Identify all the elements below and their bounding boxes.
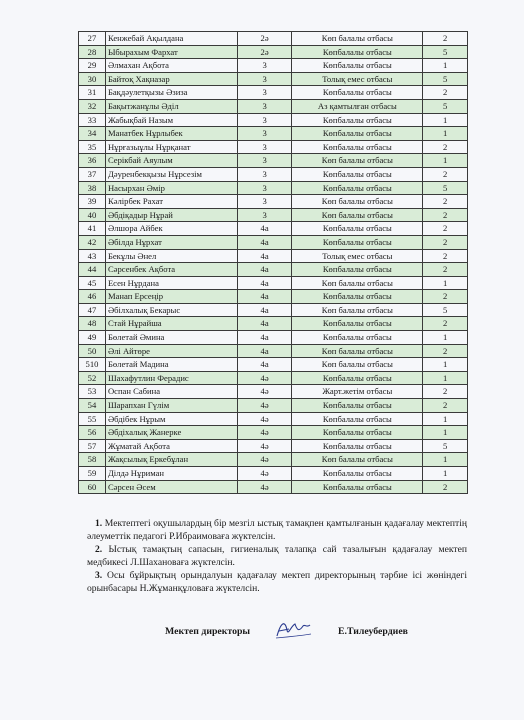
class-grade: 3	[237, 167, 292, 181]
family-category: Жарт.жетім отбасы	[292, 385, 423, 399]
student-name: Манап Ерсеңір	[105, 290, 237, 304]
row-number: 44	[79, 263, 106, 277]
student-name: Бөлетай Әмина	[105, 331, 237, 345]
children-count: 5	[423, 303, 468, 317]
family-category: Көпбалалы отбасы	[292, 480, 423, 494]
class-grade: 4а	[237, 235, 292, 249]
children-count: 1	[423, 331, 468, 345]
children-count: 1	[423, 113, 468, 127]
family-category: Көп балалы отбасы	[292, 195, 423, 209]
signatory-name: Е.Тилеубердиев	[338, 626, 408, 637]
family-category: Көпбалалы отбасы	[292, 86, 423, 100]
student-name: Дәуренбекқызы Нұрсезім	[105, 167, 237, 181]
family-category: Көпбалалы отбасы	[292, 167, 423, 181]
row-number: 38	[79, 181, 106, 195]
table-row	[79, 72, 468, 86]
family-category: Көпбалалы отбасы	[292, 140, 423, 154]
table-row	[79, 276, 468, 290]
children-count: 2	[423, 195, 468, 209]
children-count: 2	[423, 263, 468, 277]
class-grade: 3	[237, 99, 292, 113]
row-number: 27	[79, 32, 106, 46]
row-number: 53	[79, 385, 106, 399]
class-grade: 4ә	[237, 453, 292, 467]
table-row	[79, 45, 468, 59]
children-count: 2	[423, 32, 468, 46]
family-category: Аз қамтылған отбасы	[292, 99, 423, 113]
table-row	[79, 140, 468, 154]
row-number: 54	[79, 399, 106, 413]
student-name: Жабықбай Назым	[105, 113, 237, 127]
order-paragraphs	[87, 518, 467, 597]
family-category: Көп балалы отбасы	[292, 358, 423, 372]
student-name: Оспан Сабина	[105, 385, 237, 399]
row-number: 45	[79, 276, 106, 290]
student-name: Әбдібек Нұрым	[105, 412, 237, 426]
children-count: 1	[423, 453, 468, 467]
family-category: Көпбалалы отбасы	[292, 317, 423, 331]
table-row	[79, 399, 468, 413]
row-number: 37	[79, 167, 106, 181]
table-row	[79, 59, 468, 73]
student-name: Кенжебай Ақылдана	[105, 32, 237, 46]
student-name: Шарапхан Гүлім	[105, 399, 237, 413]
row-number: 510	[79, 358, 106, 372]
student-name: Әбдіқадыр Нұрай	[105, 208, 237, 222]
children-count: 1	[423, 412, 468, 426]
children-count: 1	[423, 371, 468, 385]
class-grade: 4ә	[237, 399, 292, 413]
children-count: 5	[423, 181, 468, 195]
student-name: Есен Нұрдана	[105, 276, 237, 290]
row-number: 39	[79, 195, 106, 209]
student-name: Бөлетай Мадина	[105, 358, 237, 372]
table-row	[79, 99, 468, 113]
children-count: 5	[423, 72, 468, 86]
handwritten-signature	[273, 616, 313, 642]
children-count: 1	[423, 276, 468, 290]
children-count: 2	[423, 140, 468, 154]
children-count: 2	[423, 480, 468, 494]
class-grade: 4а	[237, 331, 292, 345]
table-row	[79, 290, 468, 304]
family-category: Көпбалалы отбасы	[292, 290, 423, 304]
table-row	[79, 344, 468, 358]
class-grade: 3	[237, 140, 292, 154]
table-row	[79, 412, 468, 426]
table-row	[79, 303, 468, 317]
children-count: 2	[423, 208, 468, 222]
children-count: 1	[423, 127, 468, 141]
row-number: 32	[79, 99, 106, 113]
signatory-title: Мектеп директоры	[165, 626, 251, 637]
family-category: Көп балалы отбасы	[292, 208, 423, 222]
class-grade: 4ә	[237, 439, 292, 453]
class-grade: 4а	[237, 358, 292, 372]
class-grade: 4а	[237, 263, 292, 277]
family-category: Көпбалалы отбасы	[292, 235, 423, 249]
table-row	[79, 467, 468, 481]
class-grade: 4а	[237, 249, 292, 263]
children-count: 1	[423, 154, 468, 168]
family-category: Көпбалалы отбасы	[292, 426, 423, 440]
student-name: Ыбырахым Фархат	[105, 45, 237, 59]
class-grade: 4ә	[237, 371, 292, 385]
family-category: Көпбалалы отбасы	[292, 222, 423, 236]
family-category: Көп балалы отбасы	[292, 453, 423, 467]
row-number: 36	[79, 154, 106, 168]
order-index: 1.	[95, 518, 103, 529]
class-grade: 4а	[237, 290, 292, 304]
row-number: 50	[79, 344, 106, 358]
class-grade: 3	[237, 113, 292, 127]
family-category: Көп балалы отбасы	[292, 303, 423, 317]
student-name: Әбілхалық Бекарыс	[105, 303, 237, 317]
table-row	[79, 453, 468, 467]
family-category: Көп балалы отбасы	[292, 32, 423, 46]
class-grade: 4а	[237, 344, 292, 358]
children-count: 2	[423, 222, 468, 236]
order-text: Ыстық тамақтың сапасын, гигиеналық талапқа сай тазалығын қадағалау мектеп медбикесі Л.Шахановаға жүктелсін.	[87, 544, 467, 568]
row-number: 42	[79, 235, 106, 249]
children-count: 2	[423, 344, 468, 358]
table-row	[79, 208, 468, 222]
student-name: Стай Нұрайша	[105, 317, 237, 331]
student-name: Сәрсенбек Ақбота	[105, 263, 237, 277]
table-row	[79, 385, 468, 399]
class-grade: 3	[237, 181, 292, 195]
row-number: 55	[79, 412, 106, 426]
children-count: 2	[423, 385, 468, 399]
student-name: Нұрғазыұлы Нұрқанат	[105, 140, 237, 154]
row-number: 46	[79, 290, 106, 304]
student-name: Жақсылық Еркебұлан	[105, 453, 237, 467]
class-grade: 4ә	[237, 412, 292, 426]
family-category: Көпбалалы отбасы	[292, 412, 423, 426]
table-row	[79, 331, 468, 345]
class-grade: 4а	[237, 317, 292, 331]
student-name: Бекұлы Әнел	[105, 249, 237, 263]
class-grade: 4а	[237, 222, 292, 236]
table-row	[79, 113, 468, 127]
row-number: 41	[79, 222, 106, 236]
children-count: 2	[423, 399, 468, 413]
family-category: Көпбалалы отбасы	[292, 59, 423, 73]
class-grade: 4ә	[237, 467, 292, 481]
class-grade: 3	[237, 208, 292, 222]
children-count: 5	[423, 99, 468, 113]
table-row	[79, 181, 468, 195]
row-number: 57	[79, 439, 106, 453]
class-grade: 3	[237, 127, 292, 141]
row-number: 60	[79, 480, 106, 494]
row-number: 47	[79, 303, 106, 317]
class-grade: 2ә	[237, 32, 292, 46]
row-number: 49	[79, 331, 106, 345]
student-name: Әлмахан Ақбота	[105, 59, 237, 73]
class-grade: 4а	[237, 303, 292, 317]
order-text: Осы бұйрықтың орындалуын қадағалау мектеп директорының тәрбие ісі жөніндегі орынбасары Н.Жұманқұловаға жүктелсін.	[87, 570, 467, 594]
student-name: Байтоқ Хақназар	[105, 72, 237, 86]
family-category: Көпбалалы отбасы	[292, 467, 423, 481]
student-name: Ділдә Нұриман	[105, 467, 237, 481]
order-text: Мектептегі оқушылардың бір мезгіл ыстық тамақпен қамтылғанын қадағалау мектептің әлеуметтік педагогі Р.Ибраимоваға жүктелсін.	[87, 518, 467, 542]
family-category: Көпбалалы отбасы	[292, 439, 423, 453]
table-row	[79, 480, 468, 494]
row-number: 48	[79, 317, 106, 331]
student-name: Әбдіхалық Жанерке	[105, 426, 237, 440]
student-name: Жұматай Ақбота	[105, 439, 237, 453]
table-row	[79, 127, 468, 141]
family-category: Көпбалалы отбасы	[292, 113, 423, 127]
class-grade: 3	[237, 195, 292, 209]
family-category: Көпбалалы отбасы	[292, 181, 423, 195]
table-row	[79, 32, 468, 46]
class-grade: 4ә	[237, 480, 292, 494]
table-row	[79, 439, 468, 453]
row-number: 29	[79, 59, 106, 73]
order-item-3	[87, 570, 467, 595]
student-name: Кәлірбек Рахат	[105, 195, 237, 209]
table-row	[79, 167, 468, 181]
family-category: Көпбалалы отбасы	[292, 127, 423, 141]
children-count: 2	[423, 317, 468, 331]
family-category: Көп балалы отбасы	[292, 344, 423, 358]
table-row	[79, 86, 468, 100]
table-row	[79, 195, 468, 209]
row-number: 52	[79, 371, 106, 385]
row-number: 40	[79, 208, 106, 222]
children-count: 1	[423, 426, 468, 440]
children-count: 2	[423, 86, 468, 100]
row-number: 56	[79, 426, 106, 440]
family-category: Көпбалалы отбасы	[292, 331, 423, 345]
table-row	[79, 358, 468, 372]
family-category: Көпбалалы отбасы	[292, 45, 423, 59]
order-item-2	[87, 544, 467, 569]
family-category: Толық емес отбасы	[292, 249, 423, 263]
row-number: 34	[79, 127, 106, 141]
order-index: 3.	[95, 570, 103, 582]
class-grade: 4ә	[237, 426, 292, 440]
table-row	[79, 263, 468, 277]
row-number: 58	[79, 453, 106, 467]
class-grade: 3	[237, 154, 292, 168]
row-number: 33	[79, 113, 106, 127]
family-category: Көп балалы отбасы	[292, 276, 423, 290]
row-number: 28	[79, 45, 106, 59]
order-item-1	[87, 518, 467, 543]
class-grade: 2ә	[237, 45, 292, 59]
children-count: 2	[423, 235, 468, 249]
student-name: Әбілда Нұрхат	[105, 235, 237, 249]
table-row	[79, 249, 468, 263]
class-grade: 3	[237, 59, 292, 73]
student-name: Манатбек Нұрлыбек	[105, 127, 237, 141]
children-count: 5	[423, 439, 468, 453]
student-name: Насырхан Әмір	[105, 181, 237, 195]
table-row	[79, 154, 468, 168]
table-row	[79, 235, 468, 249]
family-category: Көп балалы отбасы	[292, 154, 423, 168]
class-grade: 3	[237, 72, 292, 86]
row-number: 35	[79, 140, 106, 154]
family-category: Көпбалалы отбасы	[292, 263, 423, 277]
student-name: Бақытжанұлы Әділ	[105, 99, 237, 113]
row-number: 31	[79, 86, 106, 100]
order-index: 2.	[95, 544, 103, 556]
student-name: Бақдәулетқызы Әзиза	[105, 86, 237, 100]
class-grade: 4ә	[237, 385, 292, 399]
children-count: 5	[423, 45, 468, 59]
student-name: Әлшора Айбек	[105, 222, 237, 236]
table-row	[79, 317, 468, 331]
class-grade: 3	[237, 86, 292, 100]
student-roster-table	[78, 31, 468, 494]
family-category: Көпбалалы отбасы	[292, 399, 423, 413]
children-count: 2	[423, 167, 468, 181]
table-row	[79, 426, 468, 440]
student-name: Әлі Айтөре	[105, 344, 237, 358]
children-count: 1	[423, 467, 468, 481]
children-count: 2	[423, 249, 468, 263]
family-category: Көпбалалы отбасы	[292, 371, 423, 385]
children-count: 2	[423, 290, 468, 304]
children-count: 1	[423, 358, 468, 372]
student-name: Серікбай Аяулым	[105, 154, 237, 168]
row-number: 30	[79, 72, 106, 86]
table-row	[79, 371, 468, 385]
row-number: 43	[79, 249, 106, 263]
roster-body	[79, 32, 468, 494]
row-number: 59	[79, 467, 106, 481]
student-name: Шахафутлин Ферадис	[105, 371, 237, 385]
class-grade: 4а	[237, 276, 292, 290]
table-row	[79, 222, 468, 236]
family-category: Толық емес отбасы	[292, 72, 423, 86]
student-name: Сәрсен Әсем	[105, 480, 237, 494]
children-count: 1	[423, 59, 468, 73]
